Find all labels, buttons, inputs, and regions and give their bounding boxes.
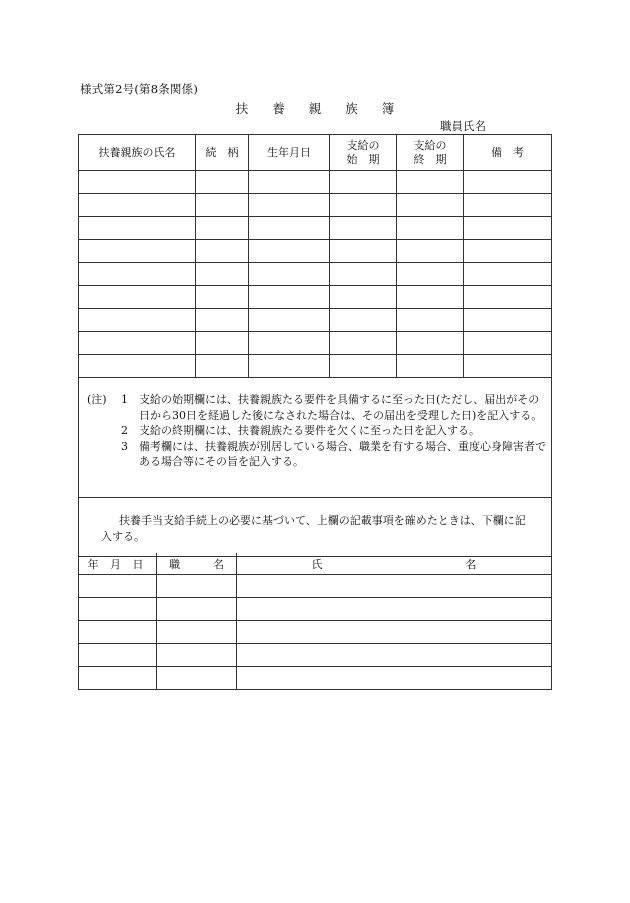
table-cell[interactable]: [79, 575, 157, 598]
table-cell[interactable]: [397, 217, 464, 240]
page-title: 扶養親族簿: [235, 101, 419, 116]
table-cell[interactable]: [79, 621, 157, 644]
col-header-end: 支給の 終 期: [397, 135, 464, 171]
table-cell[interactable]: [196, 217, 249, 240]
table-cell[interactable]: [330, 263, 397, 286]
table-row: [79, 332, 552, 355]
table-cell[interactable]: [249, 194, 330, 217]
table-row: [79, 667, 552, 690]
note-text: 支給の終期欄には、扶養親族たる要件を欠くに至った日を記入する。: [139, 424, 480, 437]
col-header-date: 年 月 日: [79, 553, 157, 575]
note-number: 3: [121, 439, 128, 453]
table-row: [79, 309, 552, 332]
table-cell[interactable]: [237, 621, 552, 644]
confirmation-section: [79, 498, 552, 557]
notes-section: [79, 378, 552, 498]
table-row: [79, 286, 552, 309]
table-row: [79, 355, 552, 378]
dependents-table: [78, 134, 552, 557]
confirmation-sign-table: [78, 553, 552, 690]
table-cell[interactable]: [249, 240, 330, 263]
table-cell[interactable]: [196, 194, 249, 217]
table-cell[interactable]: [196, 263, 249, 286]
col-header-remarks: 備 考: [464, 135, 552, 171]
confirmation-text: 扶養手当支給手続上の必要に基づいて、上欄の記載事項を確めたときは、下欄に記: [119, 514, 526, 527]
col-header-post: 職 名: [157, 553, 237, 575]
notes-prefix: (注): [87, 393, 107, 406]
table-cell[interactable]: [157, 621, 237, 644]
table-cell[interactable]: [249, 286, 330, 309]
col-header-relationship: 続 柄: [196, 135, 249, 171]
table-cell[interactable]: [79, 332, 196, 355]
table-cell[interactable]: [330, 171, 397, 194]
table-cell[interactable]: [196, 240, 249, 263]
table-cell[interactable]: [330, 332, 397, 355]
table-cell[interactable]: [397, 194, 464, 217]
table-cell[interactable]: [79, 194, 196, 217]
sign-header-row: [79, 553, 552, 575]
table-cell[interactable]: [397, 171, 464, 194]
table-cell[interactable]: [249, 332, 330, 355]
table-cell[interactable]: [397, 263, 464, 286]
table-cell[interactable]: [464, 240, 552, 263]
table-cell[interactable]: [196, 355, 249, 378]
table-row: [79, 194, 552, 217]
table-cell[interactable]: [79, 263, 196, 286]
table-cell[interactable]: [464, 263, 552, 286]
col-header-birthdate: 生年月日: [249, 135, 330, 171]
table-cell[interactable]: [397, 309, 464, 332]
table-cell[interactable]: [397, 240, 464, 263]
table-cell[interactable]: [330, 240, 397, 263]
table-row: [79, 575, 552, 598]
table-cell[interactable]: [464, 171, 552, 194]
col-header-name: 扶養親族の氏名: [79, 135, 196, 171]
table-cell[interactable]: [237, 575, 552, 598]
note-text: 備考欄には、扶養親族が別居している場合、職業を有する場合、重度心身障害者である場合等にその旨を記入する。: [139, 439, 546, 468]
table-cell[interactable]: [157, 667, 237, 690]
table-cell[interactable]: [196, 171, 249, 194]
staff-name-label: 職員氏名: [440, 119, 486, 133]
col-header-signer-name: 氏 名: [237, 553, 552, 575]
table-row: [79, 644, 552, 667]
table-cell[interactable]: [249, 355, 330, 378]
table-cell[interactable]: [237, 644, 552, 667]
table-cell[interactable]: [464, 194, 552, 217]
table-cell[interactable]: [196, 286, 249, 309]
table-cell[interactable]: [157, 598, 237, 621]
table-cell[interactable]: [249, 309, 330, 332]
note-text: 支給の始期欄には、扶養親族たる要件を具備するに至った日(ただし、届出がその日から30日を経過した後になされた場合は、その届出を受理した日)を記入する。: [139, 393, 543, 422]
table-cell[interactable]: [464, 355, 552, 378]
note-number: 2: [121, 424, 128, 437]
table-cell[interactable]: [157, 575, 237, 598]
table-cell[interactable]: [397, 332, 464, 355]
table-cell[interactable]: [196, 332, 249, 355]
table-row: [79, 598, 552, 621]
table-cell[interactable]: [249, 217, 330, 240]
table-cell[interactable]: [464, 217, 552, 240]
table-cell[interactable]: [79, 309, 196, 332]
table-cell[interactable]: [249, 263, 330, 286]
note-number: 1: [121, 393, 128, 406]
table-row: [79, 263, 552, 286]
table-cell[interactable]: [330, 309, 397, 332]
table-cell[interactable]: [79, 644, 157, 667]
table-row: [79, 171, 552, 194]
col-header-start: 支給の 始 期: [330, 135, 397, 171]
table-cell[interactable]: [79, 667, 157, 690]
table-cell[interactable]: [79, 598, 157, 621]
table-cell[interactable]: [330, 286, 397, 309]
table-cell[interactable]: [397, 355, 464, 378]
form-label: 様式第2号(第8条関係): [80, 82, 199, 96]
table-row: [79, 621, 552, 644]
table-cell[interactable]: [237, 667, 552, 690]
table-cell[interactable]: [330, 355, 397, 378]
confirmation-text-wrap: 入する。: [101, 530, 145, 543]
table-cell[interactable]: [464, 286, 552, 309]
table-cell[interactable]: [196, 309, 249, 332]
table-cell[interactable]: [464, 309, 552, 332]
table-cell[interactable]: [79, 171, 196, 194]
table-cell[interactable]: [397, 286, 464, 309]
table-cell[interactable]: [79, 240, 196, 263]
table-cell[interactable]: [249, 171, 330, 194]
table-cell[interactable]: [79, 355, 196, 378]
table-cell[interactable]: [79, 217, 196, 240]
table-cell[interactable]: [79, 286, 196, 309]
table-cell[interactable]: [330, 217, 397, 240]
table-row: [79, 217, 552, 240]
dependents-header-row: [79, 135, 552, 171]
table-row: [79, 240, 552, 263]
table-cell[interactable]: [157, 644, 237, 667]
table-cell[interactable]: [464, 332, 552, 355]
table-cell[interactable]: [330, 194, 397, 217]
table-cell[interactable]: [237, 598, 552, 621]
